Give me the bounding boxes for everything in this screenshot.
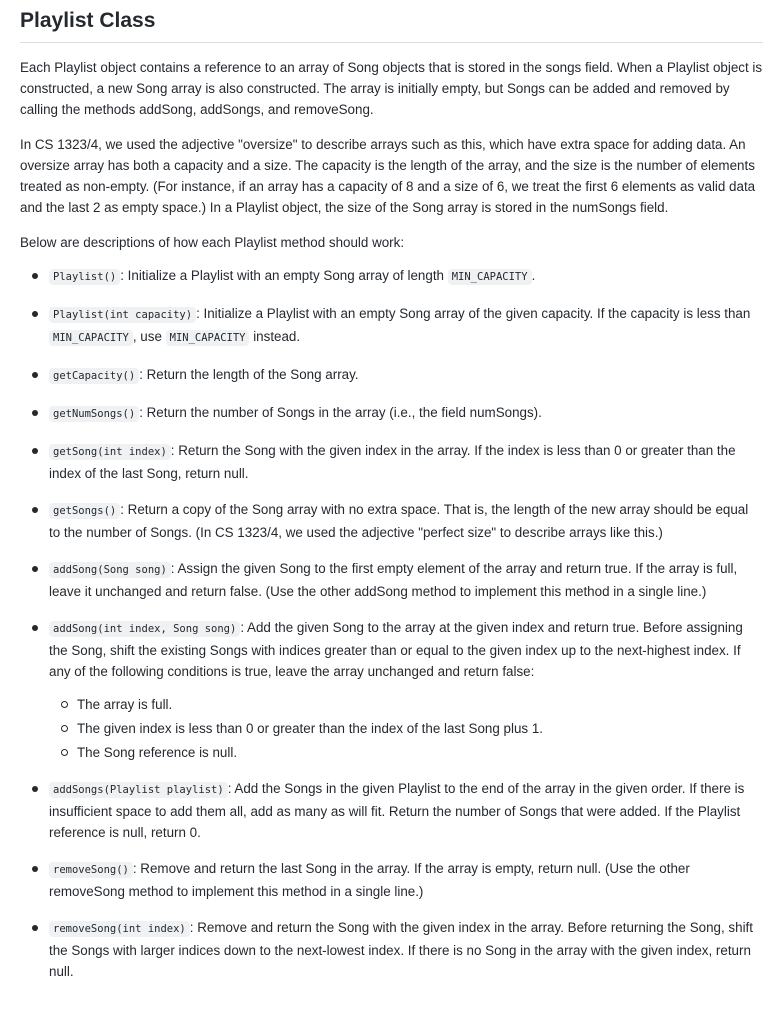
list-item [20, 858, 763, 902]
method-signature: getCapacity() [49, 368, 139, 384]
method-description: : Add the Songs in the given Playlist to the end of the array in the given order. If there is insufficient space to add them all, add as many as will fit. Return the number of Songs that were added. If the Playlist reference is null, return 0. [49, 781, 745, 840]
page-title: Playlist Class [20, 0, 763, 43]
list-item [20, 440, 763, 484]
intro-paragraph: Each Playlist object contains a reference to an array of Song objects that is stored in the songs field. When a Playlist object is constructed, a new Song array is also constructed. The array is initially empty, but Songs can be added and removed by calling the methods addSong, addSongs, and removeSong. [20, 60, 763, 117]
list-item [20, 558, 763, 602]
method-description: : Remove and return the last Song in the array. If the array is empty, return null. (Use the other removeSong method to implement this method in a single line.) [49, 861, 690, 899]
condition-item: The array is full. [49, 694, 763, 715]
method-signature: removeSong() [49, 862, 133, 878]
method-signature: removeSong(int index) [49, 921, 190, 937]
list-item [20, 778, 763, 843]
method-description: : Return the number of Songs in the array (i.e., the field numSongs). [139, 405, 542, 420]
condition-list [49, 694, 763, 763]
list-item [20, 917, 763, 982]
method-description: . [531, 268, 536, 283]
method-description: : Return a copy of the Song array with no extra space. That is, the length of the new array should be equal to the number of Songs. (In CS 1323/4, we used the adjective "perfect size" to describe arrays like this.) [49, 502, 749, 540]
constant-code: MIN_CAPACITY [166, 330, 250, 346]
method-signature: Playlist(int capacity) [49, 307, 196, 323]
list-item [20, 617, 763, 763]
constant-code: MIN_CAPACITY [448, 269, 532, 285]
method-description: , use [132, 329, 166, 344]
method-description: : Initialize a Playlist with an empty Song array of length [120, 268, 448, 283]
method-signature: addSong(int index, Song song) [49, 621, 240, 637]
method-signature: getSong(int index) [49, 444, 171, 460]
method-signature: getNumSongs() [49, 406, 139, 422]
method-description: : Add the given Song to the array at the given index and return true. Before assigning the Song, shift the existing Songs with indices greater than or equal to the given index up to the next-highest index. If any of the following conditions is true, leave the array unchanged and return false: [49, 620, 743, 679]
method-description: : Assign the given Song to the first empty element of the array and return true. If the array is full, leave it unchanged and return false. (Use the other addSong method to implement this method in a single line.) [49, 561, 738, 599]
list-item [20, 303, 763, 349]
methods-intro-paragraph: Below are descriptions of how each Playlist method should work: [20, 235, 405, 250]
method-description: : Remove and return the Song with the given index in the array. Before returning the Song, shift the Songs with larger indices down to the next-lowest index. If there is no Song in the array with the given index, return null. [49, 920, 753, 979]
method-signature: addSong(Song song) [49, 562, 171, 578]
method-description: instead. [249, 329, 301, 344]
list-item [20, 265, 763, 288]
method-description: : Initialize a Playlist with an empty Song array of the given capacity. If the capacity is less than [196, 306, 751, 321]
method-list [20, 265, 763, 982]
method-description: : Return the Song with the given index in the array. If the index is less than 0 or greater than the index of the last Song, return null. [49, 443, 736, 481]
method-description: : Return the length of the Song array. [139, 367, 359, 382]
constant-code: MIN_CAPACITY [49, 330, 133, 346]
method-signature: getSongs() [49, 503, 120, 519]
condition-item: The Song reference is null. [49, 742, 763, 763]
method-signature: Playlist() [49, 269, 120, 285]
list-item [20, 364, 763, 387]
condition-item: The given index is less than 0 or greater than the index of the last Song plus 1. [49, 718, 763, 739]
list-item [20, 499, 763, 543]
method-signature: addSongs(Playlist playlist) [49, 782, 228, 798]
list-item [20, 402, 763, 425]
oversize-paragraph: In CS 1323/4, we used the adjective "oversize" to describe arrays such as this, which have extra space for adding data. An oversize array has both a capacity and a size. The capacity is the length of the array, and the size is the number of elements treated as non-empty. (For instance, if an array has a capacity of 8 and a size of 6, we treat the first 6 elements as valid data and the last 2 as empty space.) In a Playlist object, the size of the Song array is stored in the numSongs field. [20, 137, 756, 215]
